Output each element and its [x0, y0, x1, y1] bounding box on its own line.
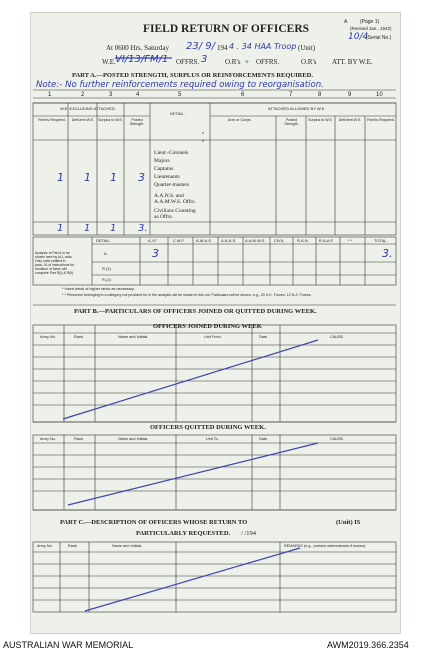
analysis-header: A.W.A.S. — [196, 238, 213, 243]
quitted-col: CAUSE. — [330, 437, 345, 441]
serial-label: (Serial No.) — [366, 35, 392, 41]
hw-value: 3 — [138, 171, 145, 184]
analysis-line: rendition of these will — [35, 267, 67, 271]
revised-label: (Revised Jan., 1942) — [350, 26, 392, 31]
detail-row: Quarter-masters — [154, 182, 190, 188]
part-a-note: Note:- No further reinforcements required owing to reorganisation. — [36, 80, 324, 90]
detail-row: Majors — [154, 158, 170, 164]
joined-col: CAUSE. — [330, 335, 345, 339]
col-number: 7 — [289, 92, 293, 98]
offrs-label-2: OFFRS. — [256, 58, 280, 66]
offrs-label-1: OFFRS. — [176, 58, 200, 66]
footnote: * Insert detail of higher ranks as necessary. — [62, 287, 135, 291]
col-header: Posted Strength. — [284, 118, 299, 126]
analysis-row-label: R.(2) — [102, 277, 111, 282]
line1-date: 23/ 9/ — [186, 41, 216, 52]
line1-unit-suffix: (Unit) — [298, 44, 316, 52]
detail-row: as Offrs. — [154, 214, 173, 220]
quitted-title: OFFICERS QUITTED DURING WEEK. — [150, 424, 266, 431]
ors-label-1: O.R's — [225, 58, 241, 66]
part-c-date: / /194 — [241, 530, 256, 537]
analysis-header: A.I.F. — [148, 238, 158, 243]
partc-col: Name and Initials. — [112, 544, 143, 548]
col-header: Surplus to W.E. — [98, 118, 123, 122]
analysis-header: C.M.F. — [173, 238, 185, 243]
analysis-line: complete Part R(I) & R(II). — [35, 271, 75, 275]
analysis-header: TOTAL. — [374, 238, 388, 243]
offrs-value: 3 — [201, 54, 208, 65]
attached-allowed-header: ATTACHED ALLOWED BY W.E. — [268, 106, 326, 111]
detail-row: A.A.N.S. and — [154, 193, 184, 199]
part-a-heading: PART A.—POSTED STRENGTH, SURPLUS OR REINFORCEMENTS REQUIRED. — [72, 72, 313, 79]
analysis-aif-value: 3 — [152, 247, 159, 260]
part-c-subheading: PARTICULARLY REQUESTED. — [136, 530, 231, 537]
star-marker: * — [202, 140, 204, 146]
page-label: (Page 1) — [360, 19, 380, 25]
quitted-cancel-stroke — [68, 443, 318, 505]
analysis-row-label: A. — [104, 251, 108, 256]
line1-prefix: At 0600 Hrs. Saturday — [106, 44, 169, 52]
analysis-line: Analysis of Part A to be — [35, 251, 70, 255]
quitted-col: Unit To. — [206, 437, 219, 441]
analysis-header: CIVIL. — [274, 238, 286, 243]
we-label: W.E. — [102, 58, 116, 66]
ors-label-2: O.R's — [301, 58, 317, 66]
quitted-col: Date. — [259, 437, 269, 441]
joined-col: Rank. — [74, 335, 84, 339]
analysis-total-value: 3. — [382, 247, 393, 260]
quitted-col: Rank. — [74, 437, 84, 441]
army-form-label: A — [344, 19, 348, 25]
partc-col: Rank. — [68, 544, 78, 548]
analysis-line: Only units entitled in — [35, 259, 66, 263]
joined-col: Unit From. — [204, 335, 222, 339]
partc-col: REMARKS (e.g., present whereabouts if known). — [284, 544, 367, 548]
joined-col: Date. — [259, 335, 269, 339]
col-number: 10 — [376, 92, 383, 98]
analysis-header: A.A.N.S. — [221, 238, 237, 243]
we-excluding-header: W.E. EXCLUDING ATTACHED. — [60, 106, 116, 111]
col-number: 9 — [348, 92, 352, 98]
col-number: 2 — [81, 92, 85, 98]
hw-value: 1 — [57, 171, 64, 184]
hw-total: 1 — [84, 223, 91, 234]
hw-value: 1 — [84, 171, 91, 184]
joined-col: Army No. — [40, 335, 56, 339]
att-label: ATT. BY W.E. — [332, 58, 373, 66]
col-number: 1 — [48, 92, 52, 98]
quitted-col: Name and Initials. — [118, 437, 149, 441]
analysis-row-label: R.(1) — [102, 266, 111, 271]
detail-row: Lieut.-Colonels — [154, 150, 189, 156]
joined-title: OFFICERS JOINED DURING WEEK — [153, 323, 262, 330]
form-title: FIELD RETURN OF OFFICERS — [143, 23, 310, 35]
analysis-header: * * — [348, 238, 353, 243]
col-header: Arm or Corps. — [228, 118, 252, 122]
part-b-heading: PART B.—PARTICULARS OF OFFICERS JOINED OR QUITTED DURING WEEK. — [74, 308, 317, 315]
line1-year: 194 — [217, 44, 228, 52]
partc-cancel-stroke — [85, 548, 300, 611]
detail-row: Lieutenants — [154, 174, 180, 180]
analysis-line: para. 16 of instructions for — [35, 263, 75, 267]
part-c-unit: (Unit) IS — [336, 519, 361, 526]
analysis-header: R.A.N. — [297, 238, 309, 243]
col-number: 5 — [178, 92, 182, 98]
footnote: * * Personnel belonging to a category not provided for in the analysis will be shown in this col. Particulars will be shown, e.g., 20 U.K. Forces; 10 N.Z. Forces. — [62, 293, 312, 297]
detail-row: A.A.M.W.S. Offrs. — [154, 199, 196, 205]
col-number: 4 — [136, 92, 140, 98]
serial-value: 10/4 — [348, 32, 369, 42]
footer-right: AWM2019.366.2354 — [327, 640, 409, 650]
line1-unit: 4 . 34 HAA Troop — [229, 42, 297, 51]
hw-value: 1 — [110, 171, 117, 184]
col-header: Deficient W.E. — [338, 118, 362, 122]
col-header: Surplus to W.E. — [308, 118, 333, 122]
part-c-heading: PART C.—DESCRIPTION OF OFFICERS WHOSE RETURN TO — [60, 519, 248, 526]
footer-left: AUSTRALIAN WAR MEMORIAL — [3, 640, 134, 650]
col-header: Rein'ts Required. — [38, 118, 66, 122]
analysis-header: A.A.M.W.S. — [245, 238, 266, 243]
partc-col: Army No. — [37, 544, 53, 548]
quitted-col: Army No. — [40, 437, 56, 441]
col-number: 3 — [109, 92, 113, 98]
we-value: VI/13/FM/1 — [115, 54, 169, 65]
hw-total: 3. — [138, 223, 148, 234]
detail-row: Civilians Counting — [154, 208, 196, 214]
col-number: 8 — [318, 92, 322, 98]
analysis-line: shown here by ALL units. — [35, 255, 73, 259]
plus-sign: + — [245, 58, 249, 66]
hw-total: 1 — [57, 223, 64, 234]
hw-total: 1 — [110, 223, 117, 234]
analysis-header: DETAIL. — [96, 238, 111, 243]
joined-col: Name and Initials. — [118, 335, 149, 339]
detail-header: DETAIL. — [170, 111, 185, 116]
col-number: 6 — [241, 92, 245, 98]
col-header: Deficient W.E. — [71, 118, 95, 122]
detail-row: Captains — [154, 166, 174, 172]
col-header: Rein'ts Required. — [367, 118, 395, 122]
analysis-header: R.A.A.F. — [319, 238, 334, 243]
star-marker: * — [202, 132, 204, 138]
col-header: Posted Strength. — [129, 118, 145, 126]
